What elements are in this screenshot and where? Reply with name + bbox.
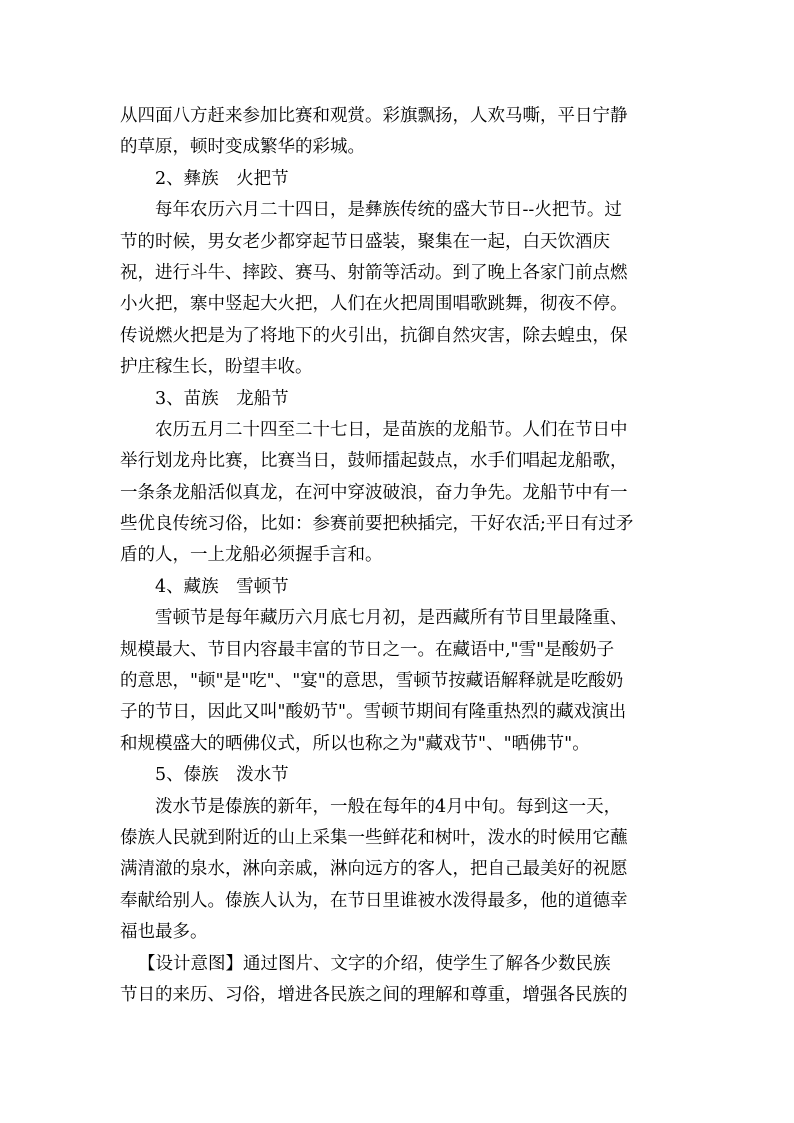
section-heading-yi-torch-festival: 2、彝族 火把节 <box>155 168 289 189</box>
text-line: 举行划龙舟比赛，比赛当日，鼓师擂起鼓点，水手们唱起龙船歌， <box>120 451 628 472</box>
text-line: 祝，进行斗牛、摔跤、赛马、射箭等活动。到了晚上各家门前点燃 <box>120 262 628 283</box>
text-line: 和规模盛大的晒佛仪式，所以也称之为"藏戏节"、"晒佛节"。 <box>120 733 590 754</box>
text-line: 一条条龙船活似真龙，在河中穿波破浪，奋力争先。龙船节中有一 <box>120 482 628 503</box>
text-line: 子的节日，因此又叫"酸奶节"。雪顿节期间有隆重热烈的藏戏演出 <box>120 702 627 723</box>
section-heading-miao-dragon-boat-festival: 3、苗族 龙船节 <box>155 388 289 409</box>
section-heading-dai-water-festival: 5、傣族 泼水节 <box>155 765 289 786</box>
text-line: 农历五月二十四至二十七日，是苗族的龙船节。人们在节日中 <box>155 419 628 440</box>
text-line: 些优良传统习俗，比如：参赛前要把秧插完，干好农活;平日有过矛 <box>120 514 634 535</box>
text-line: 雪顿节是每年藏历六月底七月初，是西藏所有节目里最隆重、 <box>155 608 628 629</box>
text-line: 盾的人，一上龙船必须握手言和。 <box>120 545 383 566</box>
text-line: 节日的来历、习俗，增进各民族之间的理解和尊重，增强各民族的 <box>120 984 628 1005</box>
text-line: 规模最大、节目内容最丰富的节日之一。在藏语中,"雪"是酸奶子 <box>120 639 615 660</box>
text-line: 福也最多。 <box>120 922 208 943</box>
text-line: 傣族人民就到附近的山上采集一些鲜花和树叶，泼水的时候用它蘸 <box>120 827 628 848</box>
document-body <box>120 101 680 1011</box>
text-line: 的草原，顿时变成繁华的彩城。 <box>120 137 365 158</box>
section-heading-tibetan-shoton-festival: 4、藏族 雪顿节 <box>155 576 289 597</box>
design-intent-paragraph: 【设计意图】通过图片、文字的介绍，使学生了解各少数民族 <box>138 953 611 974</box>
text-line: 传说燃火把是为了将地下的火引出，抗御自然灾害，除去蝗虫，保 <box>120 325 628 346</box>
text-line: 泼水节是傣族的新年，一般在每年的4月中旬。每到这一天， <box>155 796 622 817</box>
text-line: 满清澈的泉水，淋向亲戚，淋向远方的客人，把自己最美好的祝愿 <box>120 859 628 880</box>
text-line: 每年农历六月二十四日，是彝族传统的盛大节日--火把节。过 <box>155 200 622 221</box>
text-line: 小火把，寨中竖起大火把，人们在火把周围唱歌跳舞，彻夜不停。 <box>120 294 628 315</box>
text-line: 从四面八方赶来参加比赛和观赏。彩旗飘扬，人欢马嘶，平日宁静 <box>120 106 628 126</box>
text-line: 护庄稼生长，盼望丰收。 <box>120 357 313 378</box>
text-line: 奉献给别人。傣族人认为，在节日里谁被水泼得最多，他的道德幸 <box>120 890 628 911</box>
text-line: 节的时候，男女老少都穿起节日盛装，聚集在一起，白天饮酒庆 <box>120 231 610 252</box>
text-line: 的意思，"顿"是"吃"、"宴"的意思，雪顿节按藏语解释就是吃酸奶 <box>120 671 624 692</box>
